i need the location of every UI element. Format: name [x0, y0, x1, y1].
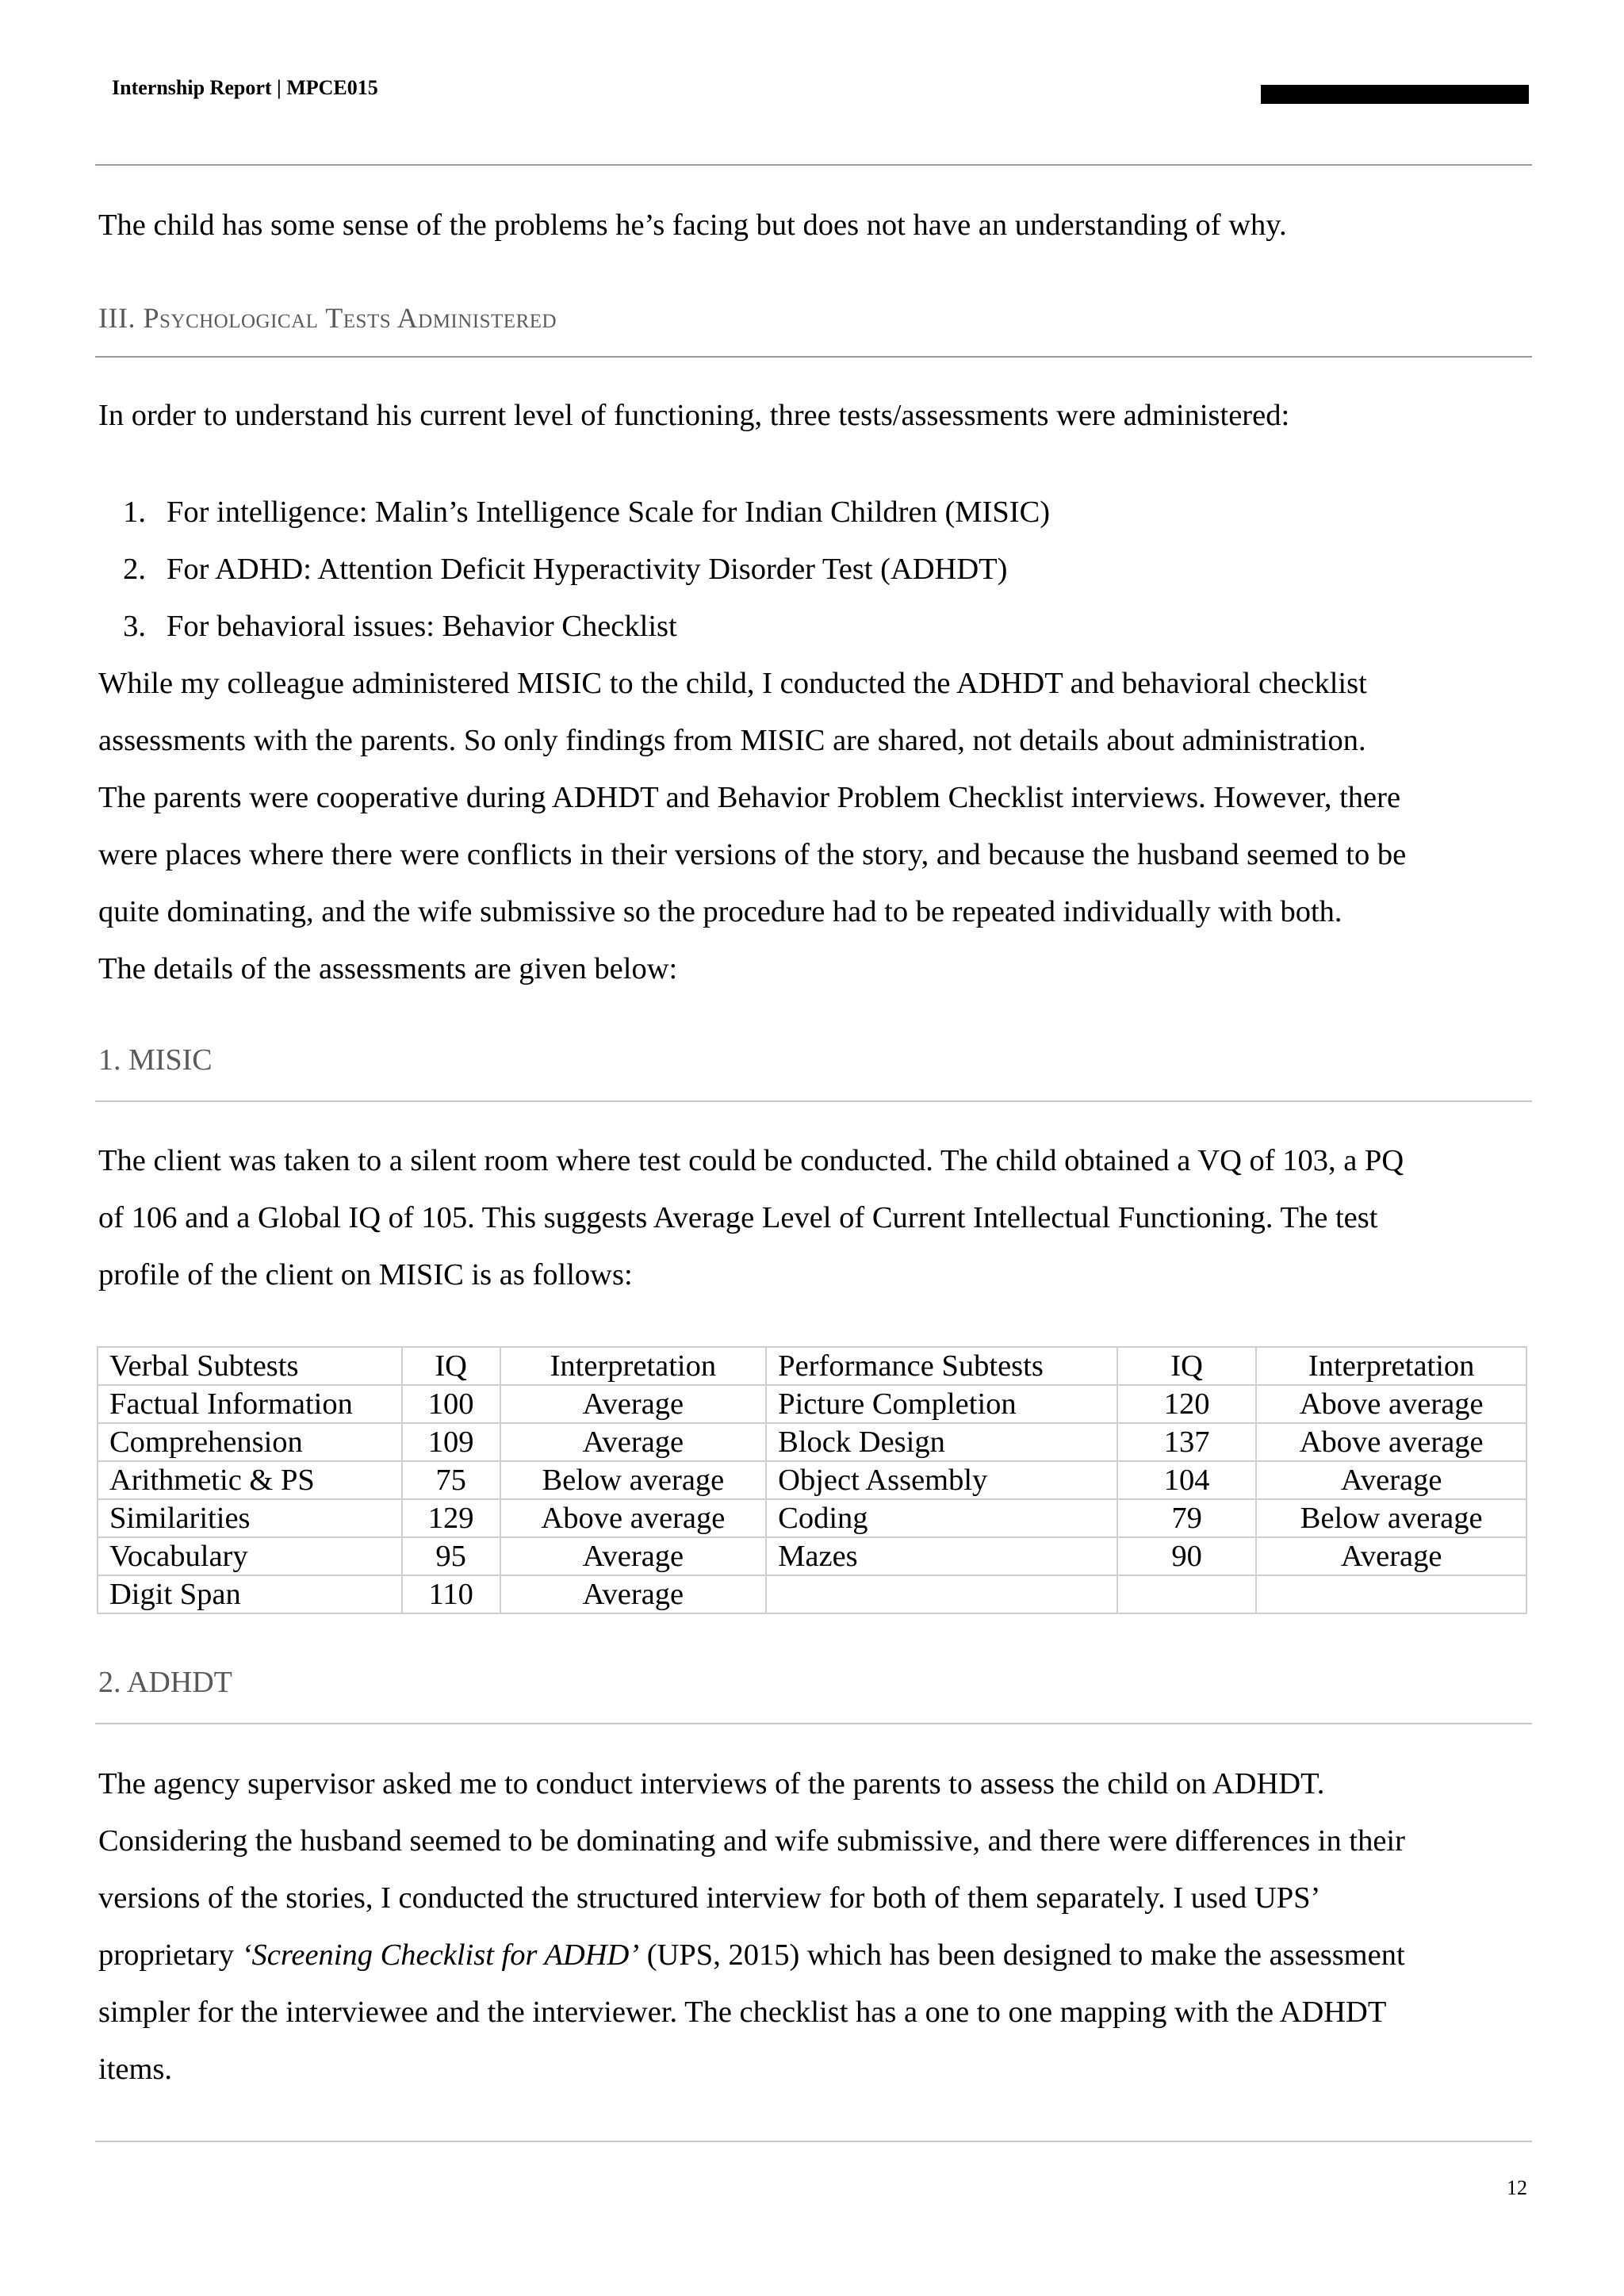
table-header-row — [98, 1347, 1526, 1385]
list-number: 2. — [123, 553, 146, 586]
header-title: Internship Report | MPCE015 — [112, 76, 378, 99]
table-cell: Above average — [1256, 1423, 1526, 1461]
subsection-heading-misic: 1. MISIC — [98, 1043, 213, 1077]
paragraph-line: simpler for the interviewee and the interviewer. The checklist has a one to one mapping with the ADHDT — [98, 1996, 1387, 2029]
table-cell — [766, 1575, 1117, 1613]
list-text: For behavioral issues: Behavior Checklist — [167, 610, 677, 643]
table-cell: Average — [1256, 1537, 1526, 1575]
subsection-divider — [95, 1723, 1532, 1724]
misic-paragraph — [98, 1132, 1537, 1303]
paragraph-line: Considering the husband seemed to be dominating and wife submissive, and there were differences in their — [98, 1824, 1405, 1858]
paragraph-line: profile of the client on MISIC is as follows: — [98, 1258, 633, 1292]
list-text: For ADHD: Attention Deficit Hyperactivity Disorder Test (ADHDT) — [167, 553, 1008, 586]
table-cell: 75 — [402, 1461, 500, 1499]
table-cell: Coding — [766, 1499, 1117, 1537]
table-cell: Arithmetic & PS — [98, 1461, 402, 1499]
subsection-heading-adhdt: 2. ADHDT — [98, 1666, 232, 1699]
table-cell: Picture Completion — [766, 1385, 1117, 1423]
section3-intro-text: In order to understand his current level of functioning, three tests/assessments were administered: — [98, 399, 1290, 432]
line-text: proprietary — [98, 1938, 242, 1972]
table-cell: 137 — [1117, 1423, 1257, 1461]
table-cell: 109 — [402, 1423, 500, 1461]
list-number: 3. — [123, 610, 146, 643]
paragraph-line: The details of the assessments are given below: — [98, 952, 678, 985]
table-header-cell: IQ — [402, 1347, 500, 1385]
table-cell: Similarities — [98, 1499, 402, 1537]
table-cell: 110 — [402, 1575, 500, 1613]
table-cell: Vocabulary — [98, 1537, 402, 1575]
table-cell: Average — [1256, 1461, 1526, 1499]
table-cell: Average — [500, 1537, 767, 1575]
table-header-cell: Interpretation — [1256, 1347, 1526, 1385]
table-cell: Block Design — [766, 1423, 1117, 1461]
table-cell: 129 — [402, 1499, 500, 1537]
paragraph-line: assessments with the parents. So only findings from MISIC are shared, not details about administration. — [98, 724, 1366, 757]
table-cell: Digit Span — [98, 1575, 402, 1613]
footer-divider — [95, 2141, 1532, 2142]
table-header-cell: IQ — [1117, 1347, 1257, 1385]
table-cell: Below average — [1256, 1499, 1526, 1537]
table-cell: Above average — [500, 1499, 767, 1537]
table-cell: Factual Information — [98, 1385, 402, 1423]
table-cell: Average — [500, 1575, 767, 1613]
page-number: 12 — [1507, 2176, 1527, 2199]
list-item — [0, 484, 1537, 541]
misic-results-table — [97, 1346, 1527, 1614]
paragraph-line: of 106 and a Global IQ of 105. This suggests Average Level of Current Intellectual Functioning. The test — [98, 1201, 1378, 1234]
section-heading-psych-tests: III. Psychological Tests Administered — [98, 302, 557, 334]
paragraph-line: versions of the stories, I conducted the structured interview for both of them separately. I used UPS’ — [98, 1881, 1321, 1915]
list-text: For intelligence: Malin’s Intelligence Scale for Indian Children (MISIC) — [167, 496, 1051, 529]
paragraph-line: quite dominating, and the wife submissive so the procedure had to be repeated individually with both. — [98, 895, 1342, 928]
table-cell: Object Assembly — [766, 1461, 1117, 1499]
paragraph-line: The client was taken to a silent room where test could be conducted. The child obtained a VQ of 103, a PQ — [98, 1144, 1404, 1177]
table-row — [98, 1461, 1526, 1499]
table-row — [98, 1575, 1526, 1613]
table-row — [98, 1423, 1526, 1461]
table-cell: 120 — [1117, 1385, 1257, 1423]
table-cell: Mazes — [766, 1537, 1117, 1575]
table-cell: 95 — [402, 1537, 500, 1575]
section3-intro — [98, 387, 1537, 444]
intro-sentence — [98, 197, 1537, 254]
table-cell: Below average — [500, 1461, 767, 1499]
table-cell: 79 — [1117, 1499, 1257, 1537]
subsection-divider — [95, 1100, 1532, 1102]
list-number: 1. — [123, 496, 146, 529]
paragraph-line: The parents were cooperative during ADHDT and Behavior Problem Checklist interviews. However, there — [98, 781, 1401, 814]
tests-list — [0, 484, 1537, 655]
table-header-cell: Interpretation — [500, 1347, 767, 1385]
checklist-title: ‘Screening Checklist for ADHD’ — [241, 1938, 640, 1972]
table-row — [98, 1499, 1526, 1537]
section-divider — [95, 356, 1532, 358]
paragraph-line: The agency supervisor asked me to conduct interviews of the parents to assess the child on ADHDT. — [98, 1767, 1325, 1800]
table-cell — [1256, 1575, 1526, 1613]
paragraph-line: were places where there were conflicts in their versions of the story, and because the husband seemed to be — [98, 838, 1407, 871]
table-cell: 90 — [1117, 1537, 1257, 1575]
redaction-bar — [1261, 85, 1529, 104]
list-item — [0, 598, 1537, 655]
table-header-cell: Performance Subtests — [766, 1347, 1117, 1385]
header-divider — [95, 164, 1532, 166]
table-cell: Average — [500, 1385, 767, 1423]
table-row — [98, 1537, 1526, 1575]
adhdt-paragraph — [98, 1755, 1537, 2098]
table-cell — [1117, 1575, 1257, 1613]
table-row — [98, 1385, 1526, 1423]
paragraph-line: items. — [98, 2053, 173, 2086]
list-item — [0, 541, 1537, 598]
table-cell: Above average — [1256, 1385, 1526, 1423]
table-cell: Average — [500, 1423, 767, 1461]
table-cell: 100 — [402, 1385, 500, 1423]
paragraph-line: While my colleague administered MISIC to the child, I conducted the ADHDT and behavioral checklist — [98, 667, 1367, 700]
table-cell: 104 — [1117, 1461, 1257, 1499]
table-header-cell: Verbal Subtests — [98, 1347, 402, 1385]
table-cell: Comprehension — [98, 1423, 402, 1461]
line-text: (UPS, 2015) which has been designed to make the assessment — [639, 1938, 1405, 1972]
intro-sentence-text: The child has some sense of the problems he’s facing but does not have an understanding of why. — [98, 209, 1287, 242]
section3-paragraph — [98, 655, 1537, 997]
paragraph-line — [98, 1927, 1537, 1984]
